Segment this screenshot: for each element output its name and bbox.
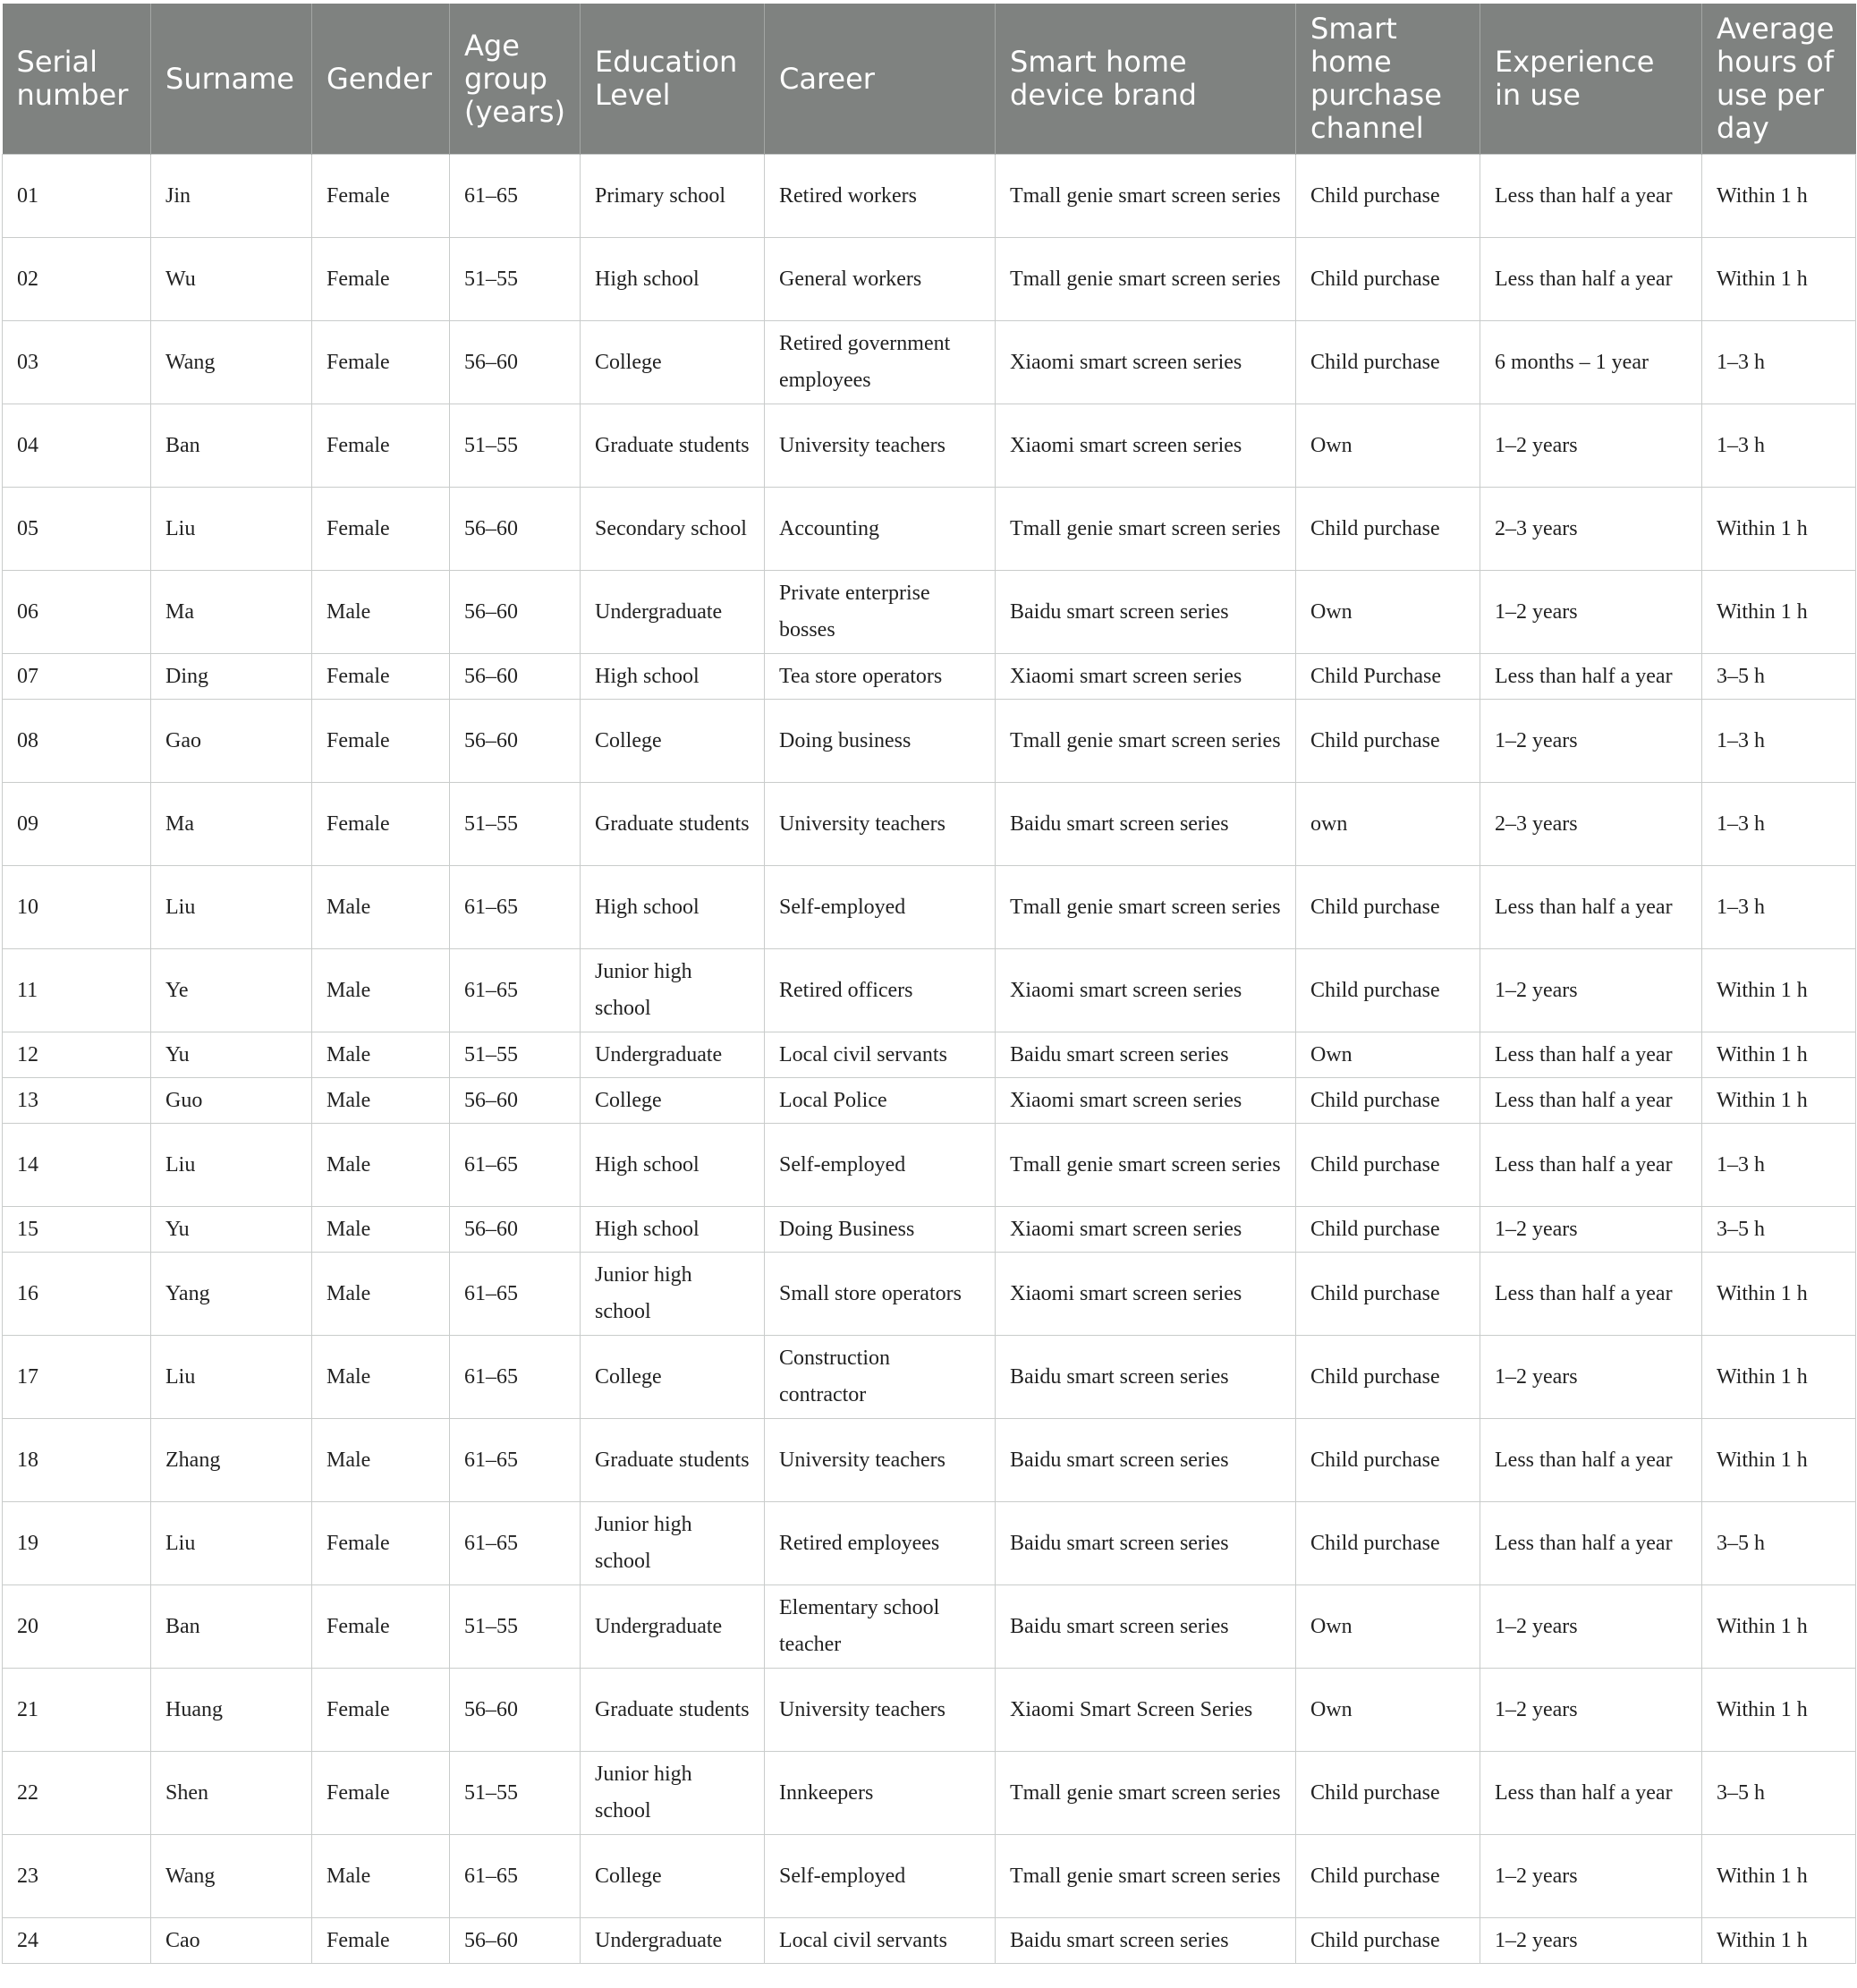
cell-age-group: 51–55 <box>450 1585 581 1669</box>
cell-serial-number: 14 <box>3 1124 151 1207</box>
cell-serial-number: 05 <box>3 488 151 571</box>
table-container <box>0 4 1857 1964</box>
cell-age-group: 61–65 <box>450 1124 581 1207</box>
cell-age-group: 56–60 <box>450 321 581 404</box>
cell-hours-per-day: Within 1 h <box>1702 1253 1856 1336</box>
cell-age-group: 51–55 <box>450 1752 581 1835</box>
cell-education-level: High school <box>581 654 765 700</box>
cell-device-brand: Xiaomi smart screen series <box>996 1207 1296 1253</box>
cell-education-level: Graduate students <box>581 1669 765 1752</box>
column-header-age-group: Age group (years) <box>450 4 581 155</box>
cell-education-level: High school <box>581 238 765 321</box>
cell-career: Self-employed <box>765 1124 996 1207</box>
cell-gender: Male <box>312 949 450 1032</box>
cell-age-group: 56–60 <box>450 654 581 700</box>
cell-education-level: High school <box>581 1207 765 1253</box>
cell-surname: Huang <box>151 1669 312 1752</box>
column-header-purchase-channel: Smart home purchase channel <box>1296 4 1480 155</box>
cell-experience: Less than half a year <box>1480 1032 1702 1078</box>
cell-experience: 1–2 years <box>1480 949 1702 1032</box>
cell-gender: Male <box>312 1078 450 1124</box>
cell-surname: Yu <box>151 1032 312 1078</box>
table-row <box>3 488 1856 571</box>
cell-purchase-channel: Child purchase <box>1296 155 1480 238</box>
cell-experience: 1–2 years <box>1480 1585 1702 1669</box>
cell-hours-per-day: 1–3 h <box>1702 1124 1856 1207</box>
table-row <box>3 1585 1856 1669</box>
cell-age-group: 61–65 <box>450 866 581 949</box>
cell-education-level: Junior high school <box>581 1253 765 1336</box>
cell-education-level: Junior high school <box>581 949 765 1032</box>
cell-device-brand: Tmall genie smart screen series <box>996 155 1296 238</box>
cell-experience: Less than half a year <box>1480 866 1702 949</box>
cell-surname: Cao <box>151 1918 312 1964</box>
cell-surname: Wu <box>151 238 312 321</box>
table-row <box>3 1502 1856 1585</box>
cell-device-brand: Xiaomi smart screen series <box>996 1078 1296 1124</box>
column-header-surname: Surname <box>151 4 312 155</box>
cell-device-brand: Baidu smart screen series <box>996 1502 1296 1585</box>
participants-table <box>2 4 1856 1964</box>
cell-surname: Wang <box>151 321 312 404</box>
cell-serial-number: 11 <box>3 949 151 1032</box>
table-row <box>3 866 1856 949</box>
cell-education-level: Secondary school <box>581 488 765 571</box>
table-row <box>3 155 1856 238</box>
cell-career: Small store operators <box>765 1253 996 1336</box>
cell-career: Retired officers <box>765 949 996 1032</box>
cell-gender: Female <box>312 238 450 321</box>
cell-hours-per-day: Within 1 h <box>1702 1585 1856 1669</box>
cell-career: Tea store operators <box>765 654 996 700</box>
cell-education-level: Undergraduate <box>581 1032 765 1078</box>
cell-hours-per-day: Within 1 h <box>1702 1918 1856 1964</box>
cell-surname: Zhang <box>151 1419 312 1502</box>
cell-surname: Yu <box>151 1207 312 1253</box>
cell-gender: Male <box>312 1253 450 1336</box>
cell-age-group: 56–60 <box>450 700 581 783</box>
cell-hours-per-day: Within 1 h <box>1702 1336 1856 1419</box>
cell-surname: Liu <box>151 488 312 571</box>
cell-experience: 1–2 years <box>1480 1835 1702 1918</box>
cell-device-brand: Xiaomi smart screen series <box>996 404 1296 488</box>
cell-experience: 1–2 years <box>1480 1207 1702 1253</box>
cell-purchase-channel: Child purchase <box>1296 1835 1480 1918</box>
table-row <box>3 1078 1856 1124</box>
cell-serial-number: 22 <box>3 1752 151 1835</box>
cell-serial-number: 15 <box>3 1207 151 1253</box>
cell-experience: 6 months – 1 year <box>1480 321 1702 404</box>
cell-surname: Yang <box>151 1253 312 1336</box>
cell-education-level: Graduate students <box>581 783 765 866</box>
cell-education-level: College <box>581 1078 765 1124</box>
cell-age-group: 61–65 <box>450 1253 581 1336</box>
cell-experience: 1–2 years <box>1480 404 1702 488</box>
cell-experience: Less than half a year <box>1480 1253 1702 1336</box>
column-header-career: Career <box>765 4 996 155</box>
cell-device-brand: Tmall genie smart screen series <box>996 1835 1296 1918</box>
cell-purchase-channel: Child purchase <box>1296 1078 1480 1124</box>
cell-career: Elementary school teacher <box>765 1585 996 1669</box>
cell-education-level: Junior high school <box>581 1502 765 1585</box>
cell-hours-per-day: Within 1 h <box>1702 1835 1856 1918</box>
cell-age-group: 61–65 <box>450 1835 581 1918</box>
cell-career: University teachers <box>765 1669 996 1752</box>
cell-hours-per-day: 1–3 h <box>1702 404 1856 488</box>
cell-experience: 2–3 years <box>1480 488 1702 571</box>
cell-device-brand: Tmall genie smart screen series <box>996 238 1296 321</box>
cell-purchase-channel: Child Purchase <box>1296 654 1480 700</box>
cell-serial-number: 18 <box>3 1419 151 1502</box>
table-row <box>3 1336 1856 1419</box>
table-row <box>3 949 1856 1032</box>
cell-career: Local civil servants <box>765 1032 996 1078</box>
cell-gender: Male <box>312 1124 450 1207</box>
cell-experience: 1–2 years <box>1480 1918 1702 1964</box>
cell-surname: Jin <box>151 155 312 238</box>
cell-career: Self-employed <box>765 1835 996 1918</box>
cell-purchase-channel: Child purchase <box>1296 321 1480 404</box>
cell-hours-per-day: Within 1 h <box>1702 1078 1856 1124</box>
cell-age-group: 56–60 <box>450 488 581 571</box>
cell-experience: Less than half a year <box>1480 1124 1702 1207</box>
table-row <box>3 1752 1856 1835</box>
cell-age-group: 61–65 <box>450 1336 581 1419</box>
table-row <box>3 571 1856 654</box>
cell-gender: Male <box>312 571 450 654</box>
cell-career: Retired employees <box>765 1502 996 1585</box>
cell-experience: 1–2 years <box>1480 1669 1702 1752</box>
cell-surname: Liu <box>151 1502 312 1585</box>
cell-education-level: High school <box>581 866 765 949</box>
cell-education-level: Undergraduate <box>581 1585 765 1669</box>
cell-purchase-channel: Child purchase <box>1296 488 1480 571</box>
cell-gender: Male <box>312 1835 450 1918</box>
cell-gender: Female <box>312 404 450 488</box>
cell-serial-number: 09 <box>3 783 151 866</box>
cell-age-group: 56–60 <box>450 1078 581 1124</box>
cell-education-level: Junior high school <box>581 1752 765 1835</box>
cell-gender: Female <box>312 654 450 700</box>
cell-career: Local Police <box>765 1078 996 1124</box>
cell-surname: Liu <box>151 1336 312 1419</box>
cell-education-level: College <box>581 1336 765 1419</box>
table-row <box>3 1124 1856 1207</box>
table-row <box>3 654 1856 700</box>
cell-hours-per-day: 1–3 h <box>1702 866 1856 949</box>
table-row <box>3 1918 1856 1964</box>
cell-gender: Female <box>312 700 450 783</box>
cell-experience: 1–2 years <box>1480 1336 1702 1419</box>
cell-hours-per-day: Within 1 h <box>1702 1419 1856 1502</box>
cell-age-group: 51–55 <box>450 1032 581 1078</box>
cell-career: Doing Business <box>765 1207 996 1253</box>
column-header-serial-number: Serial number <box>3 4 151 155</box>
cell-purchase-channel: Own <box>1296 571 1480 654</box>
cell-hours-per-day: Within 1 h <box>1702 571 1856 654</box>
cell-surname: Wang <box>151 1835 312 1918</box>
cell-education-level: College <box>581 700 765 783</box>
cell-education-level: Undergraduate <box>581 1918 765 1964</box>
cell-serial-number: 02 <box>3 238 151 321</box>
table-body <box>3 155 1856 1964</box>
cell-age-group: 56–60 <box>450 1669 581 1752</box>
cell-gender: Female <box>312 321 450 404</box>
cell-surname: Ye <box>151 949 312 1032</box>
cell-serial-number: 08 <box>3 700 151 783</box>
cell-device-brand: Tmall genie smart screen series <box>996 1124 1296 1207</box>
column-header-education-level: Education Level <box>581 4 765 155</box>
cell-experience: 2–3 years <box>1480 783 1702 866</box>
cell-career: Private enterprise bosses <box>765 571 996 654</box>
cell-surname: Ma <box>151 571 312 654</box>
cell-gender: Female <box>312 783 450 866</box>
cell-hours-per-day: 1–3 h <box>1702 321 1856 404</box>
table-row <box>3 783 1856 866</box>
cell-serial-number: 07 <box>3 654 151 700</box>
cell-purchase-channel: Child purchase <box>1296 1253 1480 1336</box>
cell-surname: Liu <box>151 866 312 949</box>
cell-surname: Ban <box>151 404 312 488</box>
cell-experience: 1–2 years <box>1480 571 1702 654</box>
cell-experience: Less than half a year <box>1480 1502 1702 1585</box>
table-row <box>3 1419 1856 1502</box>
cell-serial-number: 01 <box>3 155 151 238</box>
cell-gender: Female <box>312 155 450 238</box>
cell-serial-number: 03 <box>3 321 151 404</box>
cell-career: University teachers <box>765 783 996 866</box>
cell-serial-number: 06 <box>3 571 151 654</box>
cell-gender: Female <box>312 1752 450 1835</box>
column-header-device-brand: Smart home device brand <box>996 4 1296 155</box>
cell-career: Construction contractor <box>765 1336 996 1419</box>
cell-career: Local civil servants <box>765 1918 996 1964</box>
cell-serial-number: 04 <box>3 404 151 488</box>
cell-experience: 1–2 years <box>1480 700 1702 783</box>
cell-hours-per-day: 3–5 h <box>1702 1207 1856 1253</box>
cell-purchase-channel: Child purchase <box>1296 1752 1480 1835</box>
cell-surname: Guo <box>151 1078 312 1124</box>
cell-purchase-channel: Own <box>1296 1032 1480 1078</box>
cell-device-brand: Tmall genie smart screen series <box>996 700 1296 783</box>
cell-age-group: 56–60 <box>450 571 581 654</box>
cell-purchase-channel: Child purchase <box>1296 949 1480 1032</box>
cell-device-brand: Baidu smart screen series <box>996 783 1296 866</box>
cell-serial-number: 24 <box>3 1918 151 1964</box>
cell-education-level: Graduate students <box>581 1419 765 1502</box>
cell-career: Doing business <box>765 700 996 783</box>
cell-device-brand: Tmall genie smart screen series <box>996 1752 1296 1835</box>
cell-device-brand: Xiaomi smart screen series <box>996 654 1296 700</box>
cell-purchase-channel: Child purchase <box>1296 1336 1480 1419</box>
cell-device-brand: Baidu smart screen series <box>996 1032 1296 1078</box>
table-row <box>3 321 1856 404</box>
cell-experience: Less than half a year <box>1480 155 1702 238</box>
cell-gender: Female <box>312 1918 450 1964</box>
column-header-experience: Experience in use <box>1480 4 1702 155</box>
cell-device-brand: Baidu smart screen series <box>996 1585 1296 1669</box>
table-row <box>3 1207 1856 1253</box>
cell-age-group: 61–65 <box>450 155 581 238</box>
cell-device-brand: Xiaomi smart screen series <box>996 949 1296 1032</box>
cell-device-brand: Xiaomi Smart Screen Series <box>996 1669 1296 1752</box>
cell-device-brand: Xiaomi smart screen series <box>996 321 1296 404</box>
cell-age-group: 61–65 <box>450 1502 581 1585</box>
cell-purchase-channel: Own <box>1296 1585 1480 1669</box>
cell-serial-number: 19 <box>3 1502 151 1585</box>
cell-serial-number: 16 <box>3 1253 151 1336</box>
cell-education-level: Graduate students <box>581 404 765 488</box>
cell-gender: Female <box>312 1502 450 1585</box>
cell-serial-number: 21 <box>3 1669 151 1752</box>
cell-career: University teachers <box>765 1419 996 1502</box>
cell-career: Self-employed <box>765 866 996 949</box>
cell-serial-number: 17 <box>3 1336 151 1419</box>
cell-gender: Female <box>312 1585 450 1669</box>
cell-device-brand: Tmall genie smart screen series <box>996 488 1296 571</box>
cell-hours-per-day: 1–3 h <box>1702 783 1856 866</box>
cell-experience: Less than half a year <box>1480 1078 1702 1124</box>
cell-education-level: Primary school <box>581 155 765 238</box>
cell-purchase-channel: Child purchase <box>1296 1419 1480 1502</box>
cell-surname: Gao <box>151 700 312 783</box>
cell-hours-per-day: Within 1 h <box>1702 155 1856 238</box>
cell-gender: Male <box>312 1419 450 1502</box>
cell-device-brand: Baidu smart screen series <box>996 1336 1296 1419</box>
cell-hours-per-day: Within 1 h <box>1702 238 1856 321</box>
cell-serial-number: 13 <box>3 1078 151 1124</box>
cell-experience: Less than half a year <box>1480 238 1702 321</box>
table-row <box>3 1032 1856 1078</box>
cell-hours-per-day: Within 1 h <box>1702 949 1856 1032</box>
cell-surname: Ban <box>151 1585 312 1669</box>
cell-gender: Male <box>312 1207 450 1253</box>
cell-education-level: College <box>581 1835 765 1918</box>
table-row <box>3 1835 1856 1918</box>
cell-career: Accounting <box>765 488 996 571</box>
cell-hours-per-day: 3–5 h <box>1702 1752 1856 1835</box>
cell-age-group: 51–55 <box>450 783 581 866</box>
cell-age-group: 56–60 <box>450 1918 581 1964</box>
column-header-hours-per-day: Average hours of use per day <box>1702 4 1856 155</box>
cell-gender: Female <box>312 488 450 571</box>
cell-age-group: 61–65 <box>450 1419 581 1502</box>
cell-purchase-channel: Child purchase <box>1296 1207 1480 1253</box>
cell-surname: Liu <box>151 1124 312 1207</box>
cell-serial-number: 10 <box>3 866 151 949</box>
cell-experience: Less than half a year <box>1480 1419 1702 1502</box>
cell-age-group: 56–60 <box>450 1207 581 1253</box>
cell-surname: Shen <box>151 1752 312 1835</box>
cell-education-level: Undergraduate <box>581 571 765 654</box>
table-row <box>3 238 1856 321</box>
cell-hours-per-day: 3–5 h <box>1702 654 1856 700</box>
cell-purchase-channel: Child purchase <box>1296 238 1480 321</box>
cell-device-brand: Baidu smart screen series <box>996 1918 1296 1964</box>
cell-age-group: 51–55 <box>450 238 581 321</box>
cell-serial-number: 20 <box>3 1585 151 1669</box>
cell-surname: Ding <box>151 654 312 700</box>
table-row <box>3 1253 1856 1336</box>
cell-age-group: 51–55 <box>450 404 581 488</box>
cell-purchase-channel: Own <box>1296 1669 1480 1752</box>
cell-career: Retired government employees <box>765 321 996 404</box>
cell-purchase-channel: own <box>1296 783 1480 866</box>
cell-purchase-channel: Own <box>1296 404 1480 488</box>
cell-serial-number: 23 <box>3 1835 151 1918</box>
cell-device-brand: Tmall genie smart screen series <box>996 866 1296 949</box>
cell-purchase-channel: Child purchase <box>1296 1502 1480 1585</box>
cell-career: Retired workers <box>765 155 996 238</box>
table-row <box>3 700 1856 783</box>
cell-purchase-channel: Child purchase <box>1296 866 1480 949</box>
cell-education-level: High school <box>581 1124 765 1207</box>
cell-surname: Ma <box>151 783 312 866</box>
cell-hours-per-day: Within 1 h <box>1702 488 1856 571</box>
cell-career: University teachers <box>765 404 996 488</box>
cell-experience: Less than half a year <box>1480 1752 1702 1835</box>
cell-hours-per-day: Within 1 h <box>1702 1032 1856 1078</box>
cell-hours-per-day: Within 1 h <box>1702 1669 1856 1752</box>
cell-experience: Less than half a year <box>1480 654 1702 700</box>
cell-device-brand: Baidu smart screen series <box>996 571 1296 654</box>
table-row <box>3 404 1856 488</box>
cell-gender: Male <box>312 1032 450 1078</box>
cell-purchase-channel: Child purchase <box>1296 1918 1480 1964</box>
cell-purchase-channel: Child purchase <box>1296 1124 1480 1207</box>
table-header <box>3 4 1856 155</box>
cell-serial-number: 12 <box>3 1032 151 1078</box>
cell-hours-per-day: 3–5 h <box>1702 1502 1856 1585</box>
cell-device-brand: Baidu smart screen series <box>996 1419 1296 1502</box>
cell-purchase-channel: Child purchase <box>1296 700 1480 783</box>
cell-device-brand: Xiaomi smart screen series <box>996 1253 1296 1336</box>
cell-gender: Male <box>312 866 450 949</box>
table-row <box>3 1669 1856 1752</box>
cell-career: General workers <box>765 238 996 321</box>
cell-education-level: College <box>581 321 765 404</box>
column-header-gender: Gender <box>312 4 450 155</box>
cell-hours-per-day: 1–3 h <box>1702 700 1856 783</box>
cell-gender: Female <box>312 1669 450 1752</box>
header-row <box>3 4 1856 155</box>
cell-gender: Male <box>312 1336 450 1419</box>
cell-career: Innkeepers <box>765 1752 996 1835</box>
cell-age-group: 61–65 <box>450 949 581 1032</box>
